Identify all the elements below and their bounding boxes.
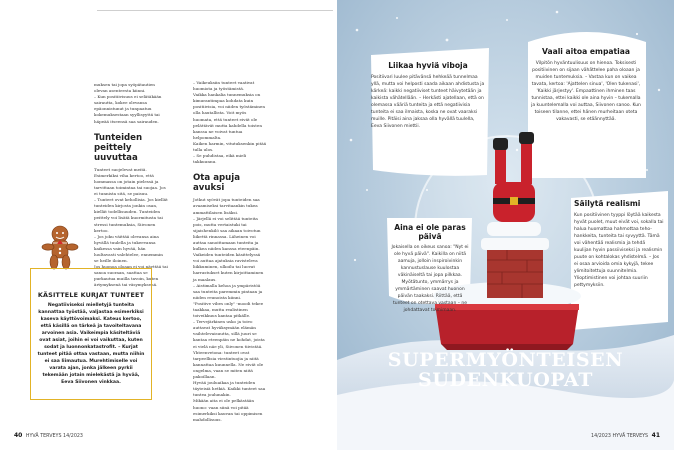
tip-card-empathy xyxy=(530,48,642,123)
paragraph: Tunteet suojelevat meitä. Esimerkiksi viha kertoo, että hommassa on jotain pielessä ja tarvittaan toimintaa tai suojaa. Jos ei tunnista sitä, se paisuu. xyxy=(94,166,166,197)
headline-line: SUDENKUOPAT xyxy=(418,369,593,391)
tip-box-title: KÄSITTELE KURJAT TUNTEET xyxy=(37,291,145,299)
tip-box xyxy=(30,268,152,400)
paragraph: Mikään aita ei ole pelkästään huono: vaan siinä voi pitää esimerkiksi kauvan tai oppimisen mahdollisuus. xyxy=(193,398,263,422)
article-column-1 xyxy=(94,82,168,289)
tip-box-text: Negatiiviseksi mielletyjä tunteita kannattaa työstää, valjastaa esimerkiksi kaseva käyttövoimaksi. Kateus kertoo, että käsillä on tärkeä ja tavoiteltavana arvoinen asia. Vaikeimpia käsiteltäviä ovat asiat, joihin ei voi vaikuttaa, kuten sodat ja luonnonkatastrofit. – Kurjat tunteet pitää ottaa vastaan, mutta niihin ei saa liimautua. Murehtimiselle voi varata ajan, jonka jälkeen pyrkii tekemään jotain mielekästä ja hyvää, Eeva Siivonen vinkkaa. xyxy=(37,303,145,385)
paragraph: – Aistimalla kehoa ja ympäristöä saa tunteita paremmin pintaan ja niiden reunoista kiinni. xyxy=(193,282,263,300)
section-heading: Ota apuja avuksi xyxy=(193,173,241,194)
article-column-2 xyxy=(193,80,267,423)
page-number: 40 xyxy=(14,432,23,439)
page-footer xyxy=(591,432,660,439)
tip-card-text: Jokaisella on oikeus sanoa: "Nyt ei ole hyvä päivä". Kaikilla on niitä aamuja, jolloin inspiroivinkin kannustuslause kuulostaa väkinäiseltä tai jopa pilkkaa. Myötätunto, ymmärrys ja ymmärtäminen saavat huonon päivän taakaksi. Riittää, että tunteet on otettava vastaan – ne johdattavat toimimaan. xyxy=(391,245,469,314)
tip-card-realism xyxy=(574,200,664,289)
tip-card-title: Vaali aitoa empatiaa xyxy=(541,47,630,56)
paragraph: Vaikka hankalia tunnemuksia on kimurantimpaa kohdata kuin positiivisia, voi niiden työstäminen olla hautallista. Voit myös huomata, että tunteet eivät ole pelättävät mutta kahdella toisten kanssa ne voivat tuntua helpommalta. xyxy=(193,92,265,140)
paragraph: – Tunteet ovat kehollisia. Jos kiellät tunteiden kirjosta jonkin osan, kiellät todellisuuden. Tunteiden peittely voi lisätä kuormitusta tai stressi tuntemuksia, Siivonen kertoo. xyxy=(94,197,168,233)
paragraph: Kaiken harmin, vitutuksenkin pitää tulla ulos. xyxy=(193,140,267,153)
tip-card-text: Positiivari luulee pitävänsä hehkeää tunnelmaa yllä, mutta voi helposti saada aikaan ahdistusta ja kärkeä: kaikki negatiiviset tunteet häivytetään ja kaikista vähätellään. – Herkästi ajatellaan, että on olemassa vääriä tunteita ja että negatiivisia tunteita ei saa ilmaista, koska ne ovat vaaraksi muille. Pitäisi aina jaksaa olla hyvällä tuulella, Eeva Siivonen miettii. xyxy=(371,74,485,129)
paragraph: "Positive vibes only" -moodi tekee taakkaa, mutta realistinen toiveikkuus kantaa pitkälle. xyxy=(193,300,264,319)
paragraph: – Tervejärkinen usko ja toivo auttavat hyväksymään elämän vaihtelevaisuutta, sillä juuri se kantaa eteenpäin ne kohdat, joista ei vielä näe yli, Siivonen tiivistää. xyxy=(193,319,265,349)
tip-card-title: Aina ei ole paras päivä xyxy=(394,223,466,241)
section-heading: Tunteiden peittely uuvuttaa xyxy=(94,132,143,163)
paragraph: Hyvää jouluaikaa ja tunteiden täyteisiä hetkiä. Kaikki tunteet saa tuntea joulunakin. xyxy=(193,380,266,398)
tip-card-too-many-good-vibes xyxy=(371,62,485,130)
paragraph: – Vaikeuksiin tunteet vaativat huomiota ja työstämistä. xyxy=(193,80,255,92)
tip-card-text: Kun positiivinen tyyppi löytää kaikesta hyvät puolet, muut eivät voi, sokalla tai halua huomattaa hahmottaa tehohankkeita, tunteita tai syvyyttä. Tämä voi vähentää realismia ja tehdä kuulijan hyvin passiiviseksi ja realismin puute on kohtalokas yhdistelmä. – Jos ei osaa arvioida omia kykyjä, tekee ylimitoitettuja suunnitelmia. Ylioptimistinen voi johtaa suuriin pettymyksiin. xyxy=(574,212,664,288)
tip-card-title: Liikaa hyviä viboja xyxy=(388,61,468,70)
tip-card-bad-day xyxy=(390,224,470,314)
tip-card-text: Vilpitön hyväntuulisuus on hienoa. Toksisesti positiivinen on sijaan vähättelee paha oloaan ja muiden tuntemuksia. – Vastaa kun on vaikea tavata, kertoa: 'Ajattelen sinua', 'Olen tukenasi', 'Kaikki järjestyy'. Empaattinen ihminen taas tunnistaa, ettei kaikki ole aina hyvin – tukemalla ja kuuntelemalla voi auttaa, Siivonen sanoo. Kun toiseen tilanne, ettei hänen murheitaan oteta vakavasti, se etäännyttää. xyxy=(531,60,641,122)
paragraph: Jos huonoa oloaan ei voi näyttää tai sanoa suoraan, saattaa se purkautua muilla tavoin, kuten ärtymyksenä tai väsymyksenä. xyxy=(94,264,168,288)
gingerbread-icon xyxy=(40,224,80,272)
right-page xyxy=(337,0,674,450)
top-rule xyxy=(97,10,333,11)
page-number: 41 xyxy=(651,432,660,439)
paragraph: – Jos joku väittää olevansa aina hyvällä tuulella ja tukeevansa kaikessa vain hyvää, hän luultavasti valehtelee, ennemmin se heille iloinen. xyxy=(94,233,163,264)
article-headline xyxy=(337,350,674,390)
paragraph: – Kun positiivisuus ei selätäkään sairautta, kokee olevansa epäonnistunut ja tunpaatuu kokemuksestaan syyllisyyttä tai häpeää itseensä saa sairauden. xyxy=(94,94,162,124)
magazine-issue: 14/2023 HYVÄ TERVEYS xyxy=(591,434,649,439)
paragraph: – Järjellä ei voi selittää tunteita pois, mutta vertaistuki tai sijaishenkilö saa aikaan toivotun liikettä rinnassa. Läheinen voi auttaa sanoittamaan tunteita ja kulkea niiden kanssa eteenpäin. xyxy=(193,215,261,252)
tip-card-title: Säilytä realismi xyxy=(574,199,641,208)
paragraph: Vaikeiden tunteiden käsittelyssä voi auttaa ajatuksia ravisteleva liikkuminen, ulkoilu tai luovat harrastukset kuten kirjoittaminen ja maalaus. xyxy=(193,252,264,282)
magazine-issue: HYVÄ TERVEYS 14/2023 xyxy=(25,434,83,439)
paragraph: Yhteenvetona: tunteet ovat tarpeellisia viestintuojia ja niitä kannattaa kuunnella. Ne eivät ole ongelma, vaan se miten niitä pakoillaan. xyxy=(193,349,264,380)
paragraph: Jotkut syövät jopa tunteiden saa avaamiseksi tarvitaankin tukea ammattilaisen lisäksi. xyxy=(193,197,260,215)
page-footer xyxy=(14,432,83,439)
headline-line: SUPERMYÖNTEISEN xyxy=(387,349,624,371)
paragraph: muksen tai jopa syöpätautien olevan asenteesta kiinni. xyxy=(94,82,155,94)
paragraph: – Se puhdistaa, eikä mieli takkuunnu. xyxy=(193,153,247,165)
